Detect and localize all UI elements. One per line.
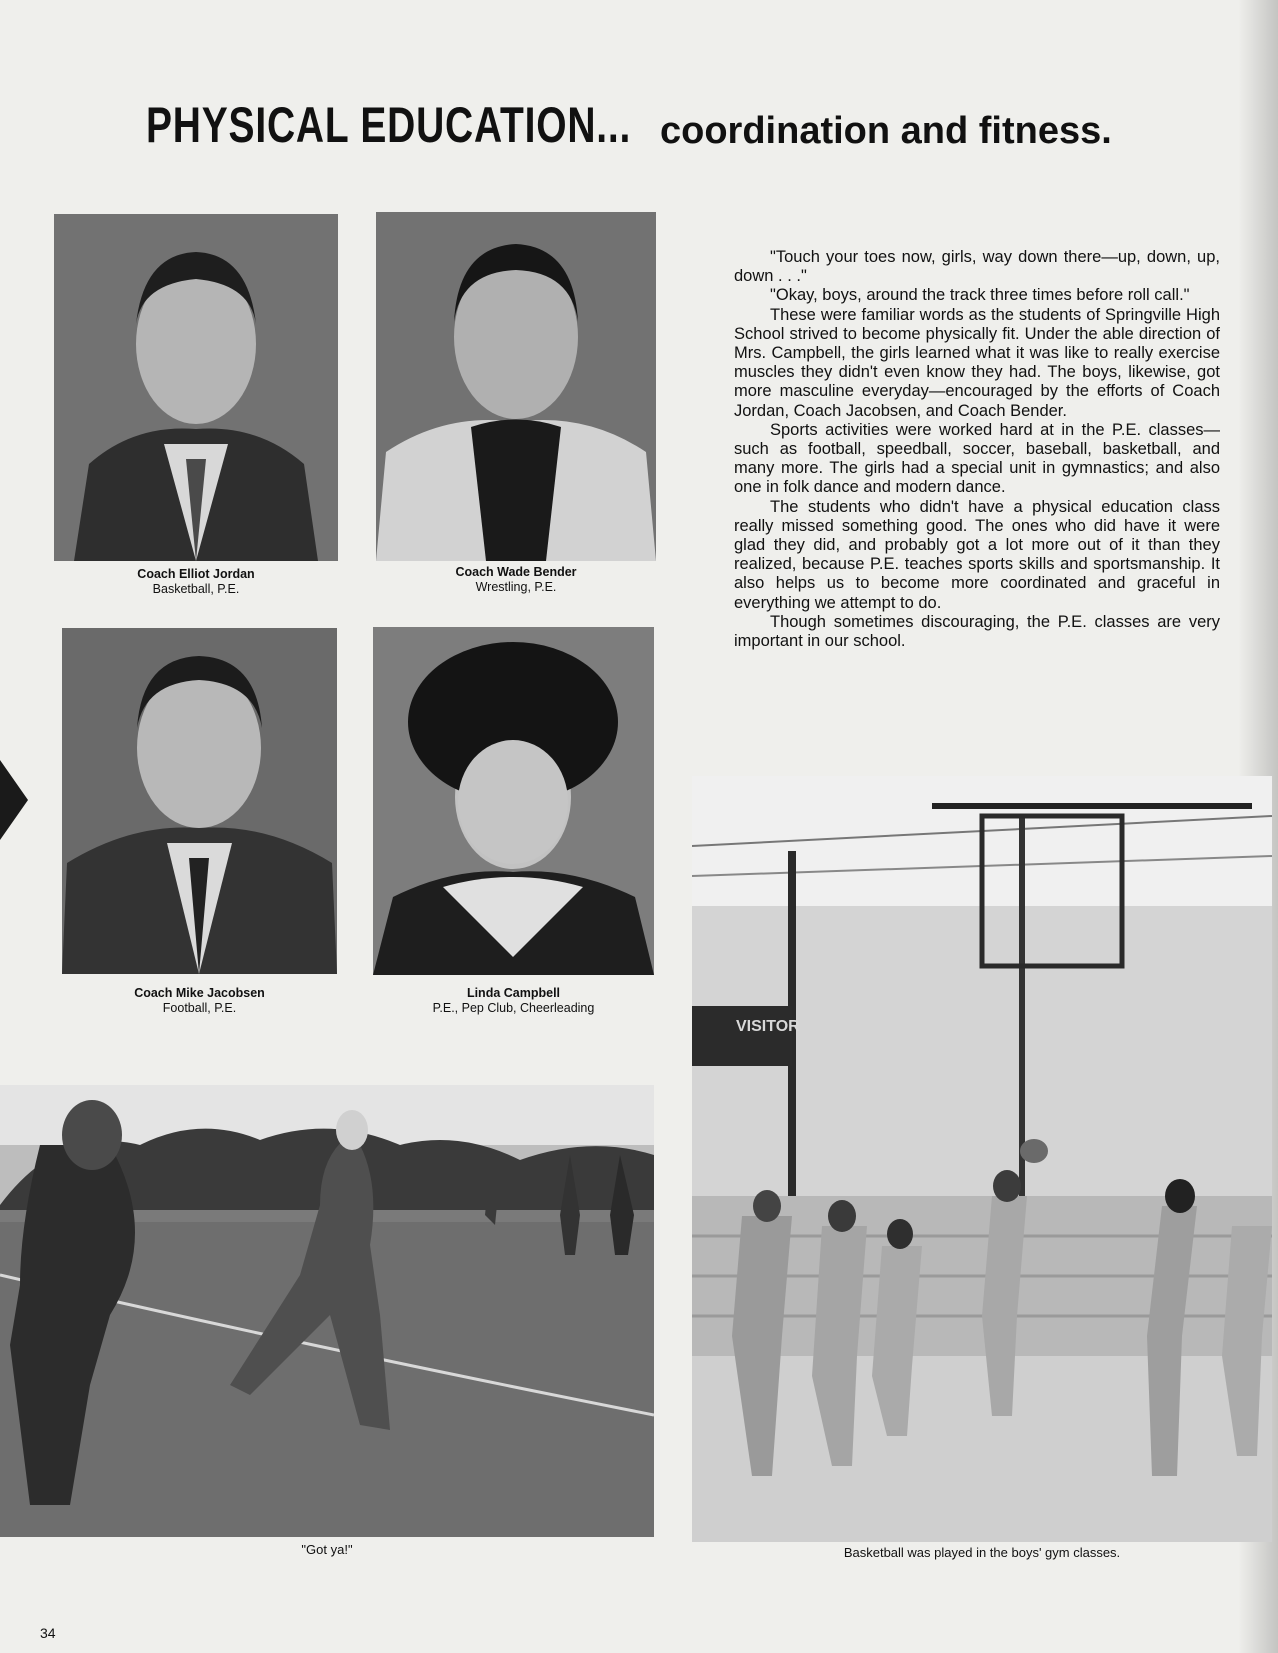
page-number: 34 (40, 1625, 56, 1641)
portrait-photo-campbell (373, 627, 654, 975)
portrait-photo-jordan (54, 214, 338, 561)
portrait-name: Coach Mike Jacobsen (134, 986, 265, 1000)
page-title (146, 96, 1112, 154)
portrait-name: Coach Elliot Jordan (137, 567, 255, 581)
article-paragraph: Though sometimes discouraging, the P.E. classes are very important in our school. (734, 612, 1220, 651)
portrait-name: Linda Campbell (466, 986, 561, 1000)
binding-tab (0, 760, 28, 840)
portrait-photo-jacobsen (62, 628, 337, 974)
title-sub: coordination and fitness. (660, 110, 1112, 152)
gym-photo-caption: Basketball was played in the boys' gym classes. (843, 1545, 1121, 1560)
article-paragraph: "Touch your toes now, girls, way down there—up, down, up, down . . ." (734, 248, 1220, 286)
portrait-role: Football, P.E. (162, 1001, 237, 1015)
article-paragraph: The students who didn't have a physical education class really missed something good. The ones who did have it were glad they did, and probably got a lot more out of it than they realized, because P.E. teaches sports skills and sportsmanship. It also helps us to become more coordinated and graceful in everything we attempt to do. (734, 497, 1220, 612)
article-paragraph: These were familiar words as the students of Springville High School strived to become physically fit. Under the able direction of Mrs. Campbell, the girls learned what it was like to really exercise muscles they didn't even know they had. The boys, likewise, got more masculine everyday—encouraged by the efforts of Coach Jordan, Coach Jacobsen, and Coach Bender. (734, 305, 1220, 420)
scoreboard-label: VISITOR (736, 1018, 800, 1035)
portrait-caption-campbell (373, 986, 654, 1016)
portrait-role: Wrestling, P.E. (475, 580, 557, 594)
portrait-role: P.E., Pep Club, Cheerleading (432, 1001, 595, 1015)
football-photo-caption: "Got ya!" (301, 1542, 353, 1557)
article-paragraph: Sports activities were worked hard at in the P.E. classes—such as football, speedball, soccer, baseball, basketball, and many more. The girls had a special unit in gymnastics; and also one in folk dance and modern dance. (734, 420, 1220, 497)
portrait-caption-bender (376, 565, 656, 595)
portrait-photo-bender (376, 212, 656, 561)
portrait-caption-jacobsen (62, 986, 337, 1016)
portrait-role: Basketball, P.E. (152, 582, 240, 596)
football-photo (0, 1085, 654, 1537)
gym-basketball-photo (692, 776, 1272, 1542)
title-main: PHYSICAL EDUCATION... (146, 97, 632, 153)
article-body (734, 248, 1220, 651)
article-paragraph: "Okay, boys, around the track three times before roll call." (770, 286, 1190, 305)
portrait-caption-jordan (54, 567, 338, 597)
portrait-name: Coach Wade Bender (455, 565, 577, 579)
